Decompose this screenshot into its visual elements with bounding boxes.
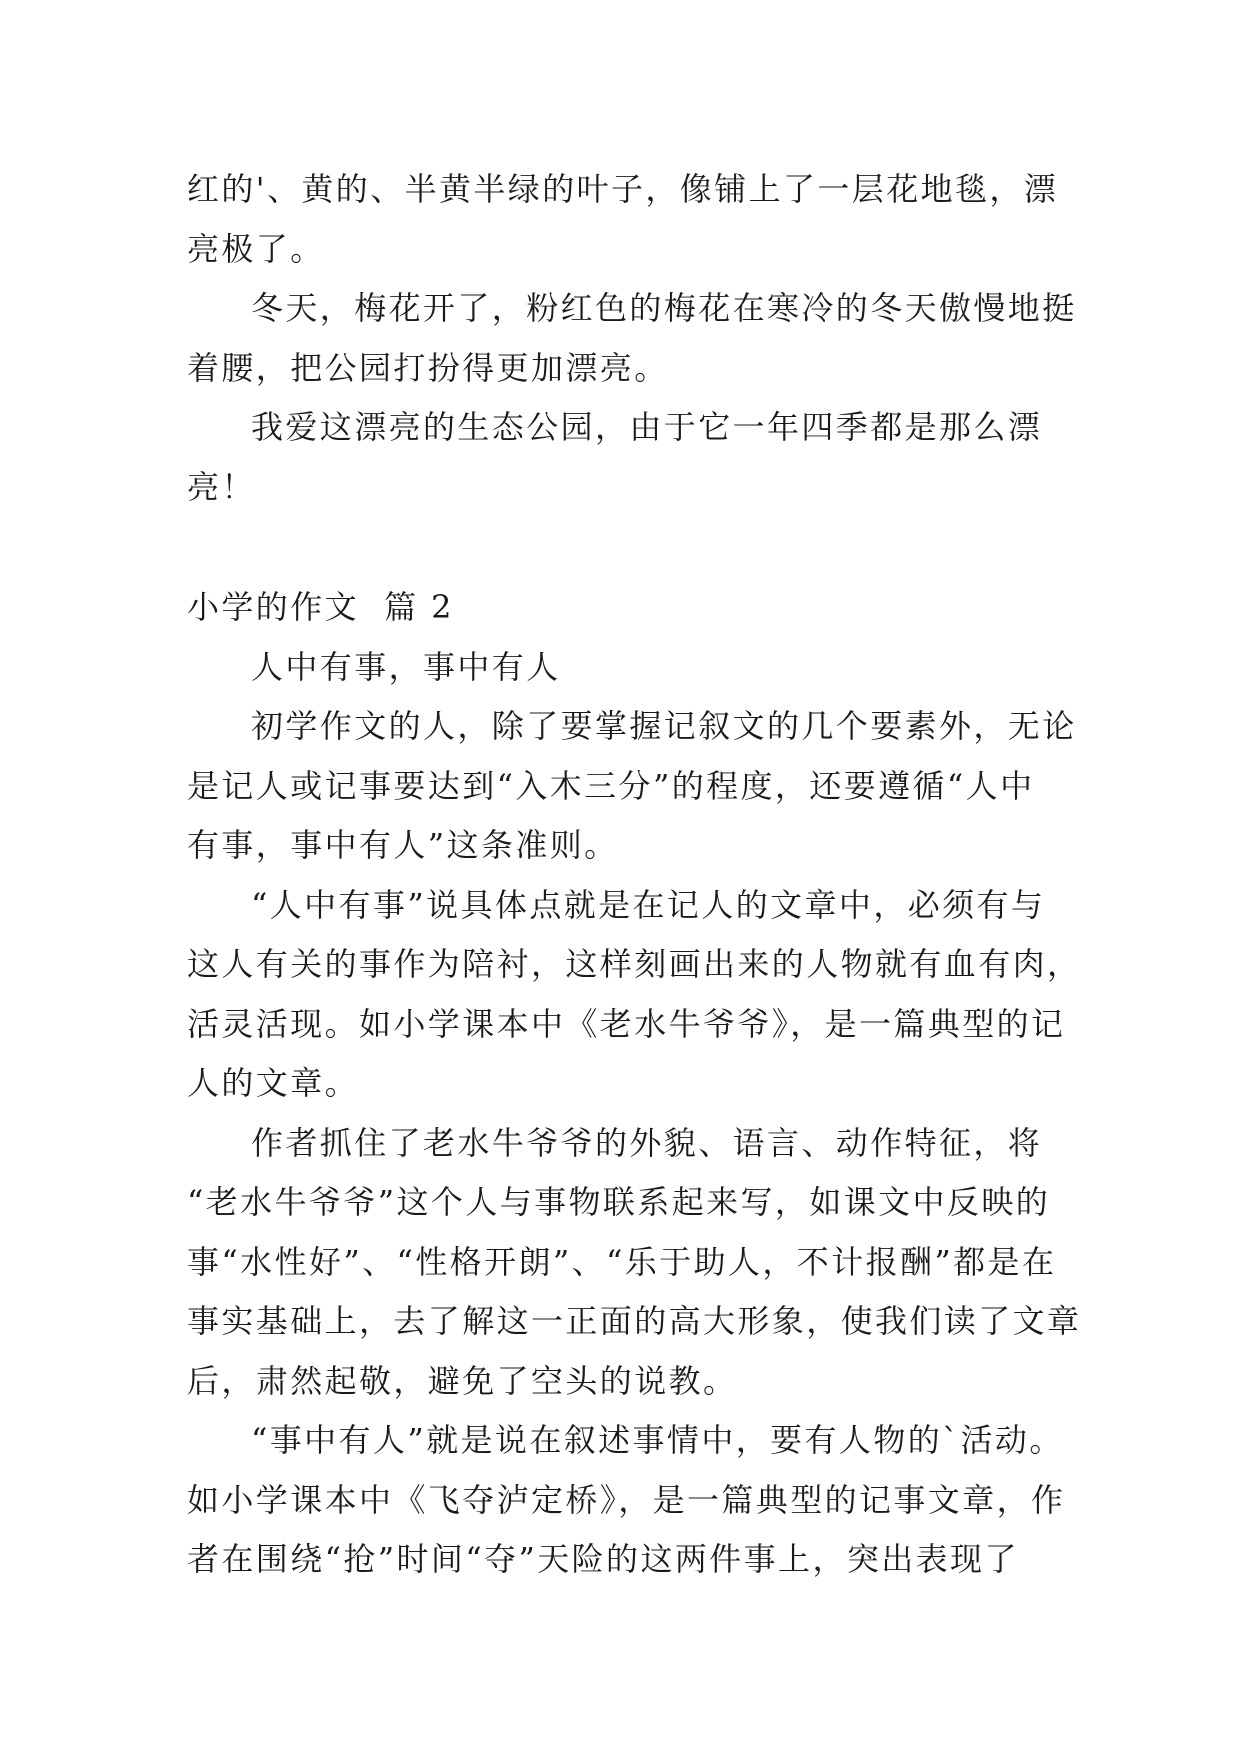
text-line: 者在围绕“抢”时间“夺”天险的这两件事上，突出表现了 [187, 1540, 1019, 1578]
text-line: “事中有人”就是说在叙述事情中，要有人物的`活动。 [251, 1421, 1064, 1459]
paragraph [187, 279, 1077, 398]
text-line: 初学作文的人，除了要掌握记叙文的几个要素外，无论 [251, 707, 1077, 745]
text-line: 是记人或记事要达到“入木三分”的程度，还要遵循“人中 [187, 766, 1035, 805]
paragraph [187, 1114, 1082, 1412]
essay-subtitle: 人中有事，事中有人 [251, 647, 561, 686]
paragraph [187, 697, 1077, 876]
paragraph [187, 876, 1082, 1114]
text-line: 后，肃然起敬，避免了空头的说教。 [187, 1361, 738, 1400]
text-line: “人中有事”说具体点就是在记人的文章中，必须有与 [251, 885, 1046, 924]
text-line: 作者抓住了老水牛爷爷的外貌、语言、动作特征，将 [251, 1123, 1043, 1162]
text-line: 亮！ [187, 467, 256, 506]
paragraph [187, 1411, 1066, 1590]
text-line: 这人有关的事作为陪衬，这样刻画出来的人物就有血有肉， [187, 945, 1082, 983]
section-spacer [187, 517, 1057, 578]
text-line: 我爱这漂亮的生态公园，由于它一年四季都是那么漂 [251, 408, 1043, 446]
section-heading: 小学的作文 篇 2 [187, 588, 454, 626]
text-line: “老水牛爷爷”这个人与事物联系起来写，如课文中反映的 [187, 1183, 1051, 1221]
text-line: 亮极了。 [187, 229, 325, 268]
text-line: 红的'、黄的、半黄半绿的叶子，像铺上了一层花地毯，漂 [187, 170, 1059, 208]
text-line: 着腰，把公园打扮得更加漂亮。 [187, 348, 669, 387]
text-line: 活灵活现。如小学课本中《老水牛爷爷》，是一篇典型的记 [187, 1004, 1066, 1043]
text-line: 事“水性好”、“性格开朗”、“乐于助人，不计报酬”都是在 [187, 1242, 1057, 1281]
text-line: 有事，事中有人”这条准则。 [187, 826, 619, 864]
text-line: 冬天，梅花开了，粉红色的梅花在寒冷的冬天傲慢地挺 [251, 289, 1077, 327]
text-line: 事实基础上，去了解这一正面的高大形象，使我们读了文章 [187, 1302, 1082, 1340]
document-body [187, 160, 1082, 1590]
paragraph [187, 160, 1057, 279]
text-line: 人的文章。 [187, 1064, 360, 1102]
paragraph [187, 398, 1057, 517]
text-line: 如小学课本中《飞夺泸定桥》，是一篇典型的记事文章，作 [187, 1480, 1066, 1519]
